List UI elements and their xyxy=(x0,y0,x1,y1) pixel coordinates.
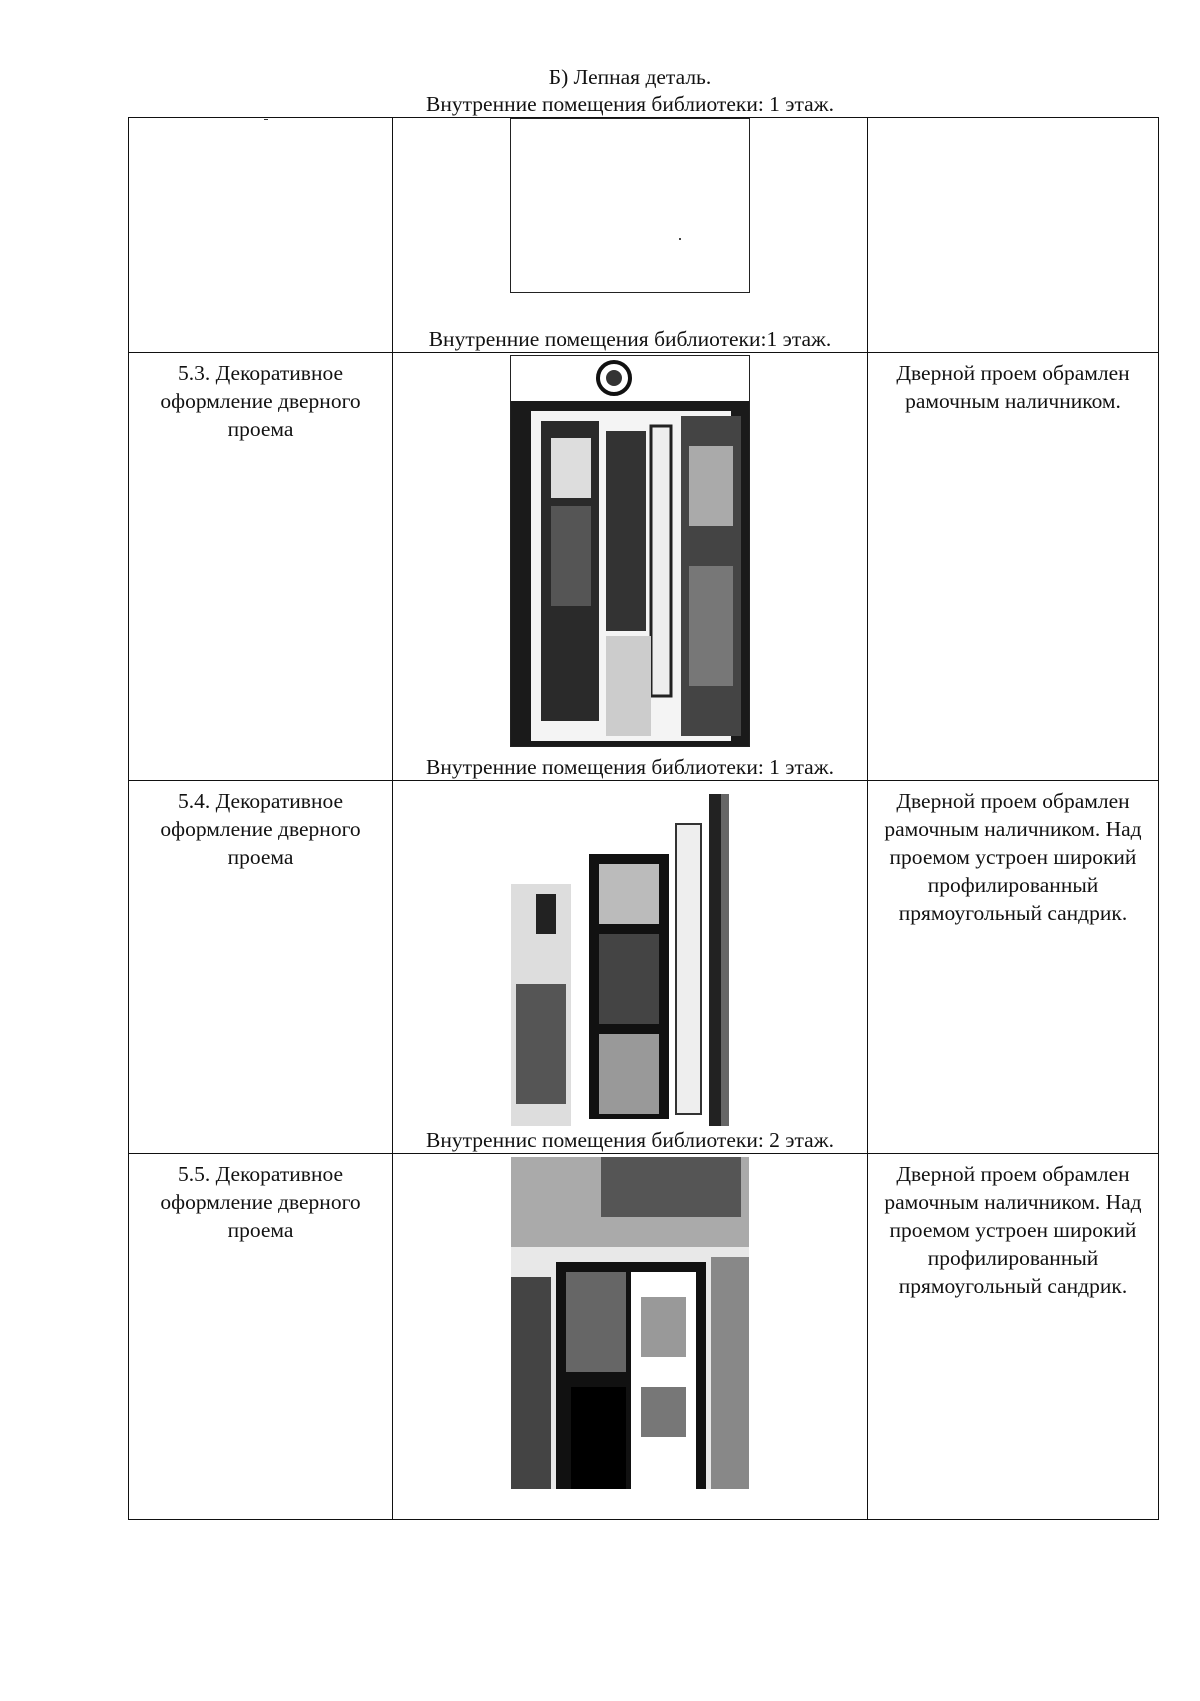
photo-caption: Внутренние помещения библиотеки: 1 этаж. xyxy=(426,92,834,116)
doorway-photo-icon xyxy=(510,783,750,1127)
item-description: Дверной проем обрамлен рамочным наличником. Над проемом устроен широкий профилированный прямоугольный сандрик. xyxy=(884,789,1142,925)
item-label: 5.4. Декоративное оформление дверного проема xyxy=(160,789,361,869)
photo-caption: Внутренние помещения библиотеки: 1 этаж. xyxy=(426,755,834,779)
item-label: 5.3. Декоративное оформление дверного проема xyxy=(160,361,361,441)
image-cell xyxy=(393,327,868,781)
description-cell xyxy=(868,353,1159,781)
image-cell xyxy=(393,755,868,1154)
image-cell xyxy=(393,1128,868,1520)
table-row xyxy=(129,118,1159,353)
label-cell xyxy=(129,118,393,353)
description-cell xyxy=(868,1154,1159,1520)
label-cell xyxy=(129,1154,393,1520)
item-description: Дверной проем обрамлен рамочным наличником. xyxy=(896,361,1130,413)
table-row xyxy=(129,1154,1159,1520)
item-label: 5.5. Декоративное оформление дверного проема xyxy=(160,1162,361,1242)
label-cell xyxy=(129,353,393,781)
doorway-photo-icon xyxy=(510,355,750,747)
doorway-photo-icon xyxy=(510,1156,750,1490)
description-cell xyxy=(868,118,1159,353)
inspection-table xyxy=(128,65,1159,1520)
table-row xyxy=(129,781,1159,1154)
label-cell xyxy=(129,781,393,1154)
item-description: Дверной проем обрамлен рамочным наличником. Над проемом устроен широкий профилированный прямоугольный сандрик. xyxy=(884,1162,1142,1298)
photo-caption: Внутренние помещения библиотеки:1 этаж. xyxy=(428,327,832,351)
description-cell xyxy=(868,781,1159,1154)
photo-caption: Внутреннис помещения библиотеки: 2 этаж. xyxy=(426,1128,834,1152)
photo-caption-title: Б) Лепная деталь. xyxy=(548,65,712,89)
image-cell xyxy=(393,65,868,353)
table-row xyxy=(129,353,1159,781)
stucco-detail-photo-icon xyxy=(510,118,750,293)
